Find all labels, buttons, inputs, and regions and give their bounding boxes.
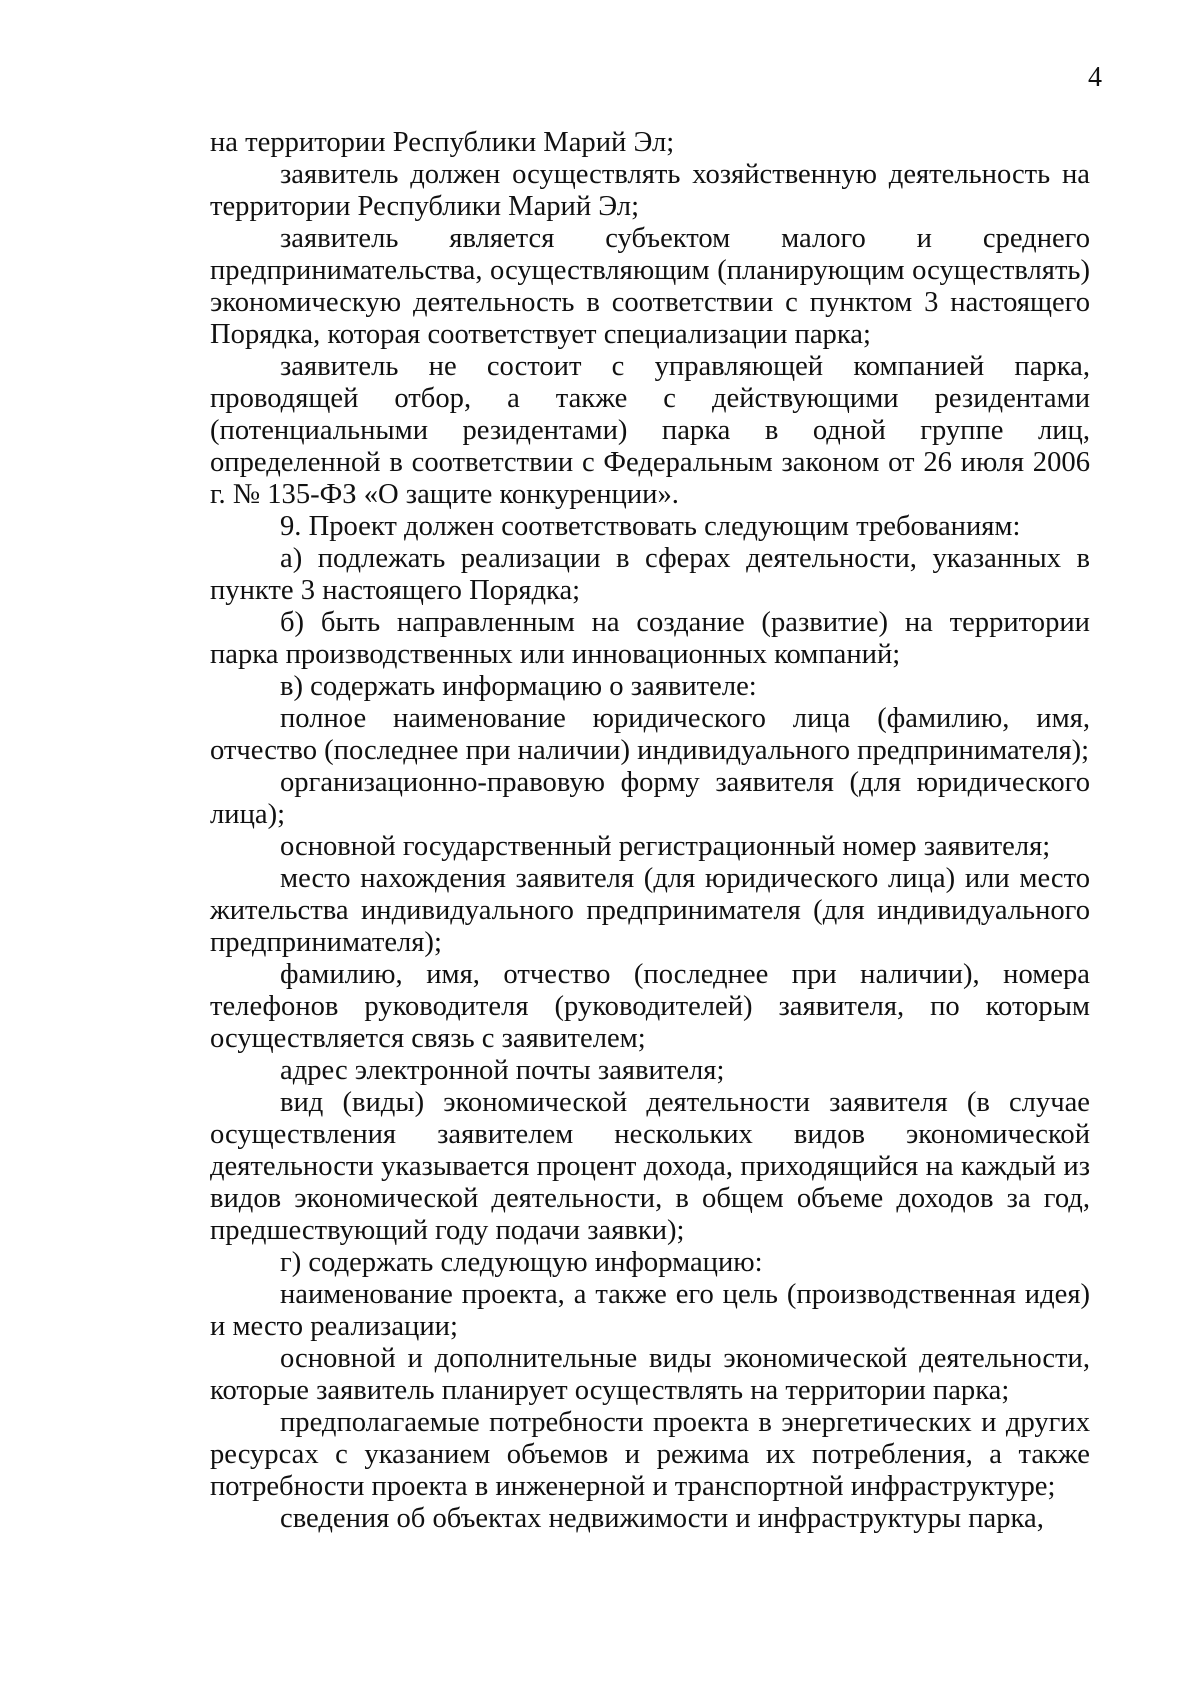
paragraph-19: предполагаемые потребности проекта в энергетических и других ресурсах с указанием объемов и режима их потребления, а также потребности проекта в инженерной и транспортной инфраструктуре; [210,1407,1090,1502]
paragraph-2: заявитель должен осуществлять хозяйственную деятельность на территории Республики Марий Эл; [210,159,1090,222]
paragraph-14: адрес электронной почты заявителя; [280,1055,725,1086]
paragraph-5: 9. Проект должен соответствовать следующим требованиям: [280,511,1021,542]
paragraph-3: заявитель является субъектом малого и среднего предпринимательства, осуществляющим (планирующим осуществлять) экономическую деятельность в соответствии с пунктом 3 настоящего Порядка, которая соответствует специализации парка; [210,223,1090,350]
paragraph-11: основной государственный регистрационный номер заявителя; [280,831,1051,862]
page-number: 4 [1088,62,1102,93]
paragraph-12: место нахождения заявителя (для юридического лица) или место жительства индивидуального предпринимателя (для индивидуального предпринимателя); [210,863,1090,958]
paragraph-9: полное наименование юридического лица (фамилию, имя, отчество (последнее при наличии) индивидуального предпринимателя); [210,703,1090,766]
paragraph-6: а) подлежать реализации в сферах деятельности, указанных в пункте 3 настоящего Порядка; [210,543,1090,606]
paragraph-10: организационно-правовую форму заявителя (для юридического лица); [210,767,1090,830]
paragraph-16: г) содержать следующую информацию: [280,1247,763,1278]
document-body [210,127,1090,1535]
paragraph-1: на территории Республики Марий Эл; [210,127,675,158]
paragraph-17: наименование проекта, а также его цель (производственная идея) и место реализации; [210,1279,1090,1342]
paragraph-18: основной и дополнительные виды экономической деятельности, которые заявитель планирует осуществлять на территории парка; [210,1343,1090,1406]
paragraph-15: вид (виды) экономической деятельности заявителя (в случае осуществления заявителем нескольких видов экономической деятельности указывается процент дохода, приходящийся на каждый из видов экономической деятельности, в общем объеме доходов за год, предшествующий году подачи заявки); [210,1087,1090,1246]
paragraph-7: б) быть направленным на создание (развитие) на территории парка производственных или инновационных компаний; [210,607,1090,670]
paragraph-8: в) содержать информацию о заявителе: [280,671,757,702]
paragraph-4: заявитель не состоит с управляющей компанией парка, проводящей отбор, а также с действующими резидентами (потенциальными резидентами) парка в одной группе лиц, определенной в соответствии с Федеральным законом от 26 июля 2006 г. № 135-ФЗ «О защите конкуренции». [210,351,1090,510]
paragraph-13: фамилию, имя, отчество (последнее при наличии), номера телефонов руководителя (руководителей) заявителя, по которым осуществляется связь с заявителем; [210,959,1090,1054]
paragraph-20: сведения об объектах недвижимости и инфраструктуры парка, [280,1503,1044,1534]
